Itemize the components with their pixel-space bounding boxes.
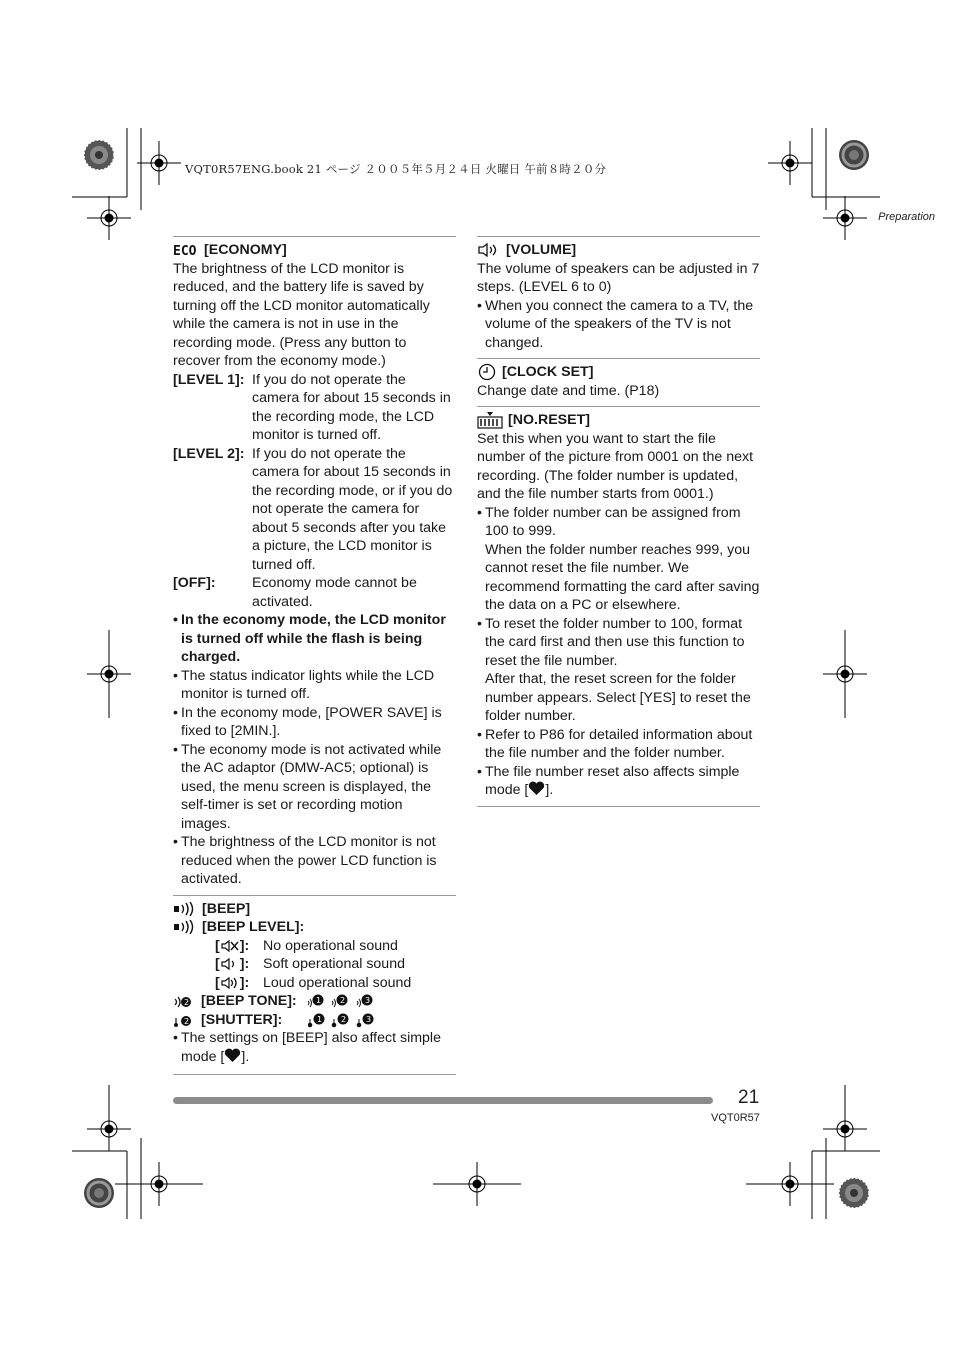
sound-off-text: No operational sound bbox=[263, 937, 398, 954]
sound-loud-row: [ ]: Loud operational sound bbox=[215, 974, 412, 991]
beep-tone-icon bbox=[173, 993, 201, 1009]
economy-intro: The brightness of the LCD monitor is reduced, and the battery life is saved by turning off the LCD monitor automatically while the camera is not in use in the recording mode. (Press any button to recover from the economy mode.) bbox=[173, 260, 430, 369]
sound-off-row: [ ]: No operational sound bbox=[215, 937, 398, 954]
level-off-row bbox=[173, 574, 456, 611]
list-item: • In the economy mode, the LCD monitor is turned off while the flash is being charged. bbox=[173, 611, 456, 667]
volume-title: [VOLUME] bbox=[506, 242, 577, 258]
noreset-text: Set this when you want to start the file number of the picture from 0001 on the next recording. (The folder number is updated, and the file number starts from 0001.) bbox=[477, 430, 754, 502]
file-number-reset-icon bbox=[477, 411, 503, 429]
level-off-key: [OFF]: bbox=[173, 575, 216, 591]
clock-text: Change date and time. (P18) bbox=[477, 382, 660, 399]
print-header: VQT0R57ENG.book 21 ページ ２００５年５月２４日 火曜日 午前８時２０分 bbox=[185, 162, 607, 176]
noreset-notes bbox=[477, 504, 760, 800]
level-1-key: [LEVEL 1]: bbox=[173, 371, 245, 388]
left-column bbox=[173, 236, 456, 1075]
list-item: • When you connect the camera to a TV, the volume of the speakers of the TV is not changed. bbox=[477, 297, 760, 353]
level-2-text: If you do not operate the camera for about 15 seconds in the recording mode, or if you do not operate the camera for about 5 seconds after you take a picture, the LCD monitor is turned off. bbox=[252, 445, 453, 573]
svg-text:1: 1 bbox=[315, 996, 321, 1006]
shutter-label: [SHUTTER]: bbox=[201, 1011, 283, 1028]
svg-text:3: 3 bbox=[366, 1014, 372, 1024]
beep-level-label: [BEEP LEVEL]: bbox=[202, 919, 305, 935]
beep-tone-label: [BEEP TONE]: bbox=[201, 993, 297, 1009]
noreset-title: [NO.RESET] bbox=[508, 412, 590, 428]
beep-title: [BEEP] bbox=[202, 900, 251, 917]
divider bbox=[173, 1074, 456, 1075]
beep-icon bbox=[173, 902, 197, 916]
clock-icon bbox=[477, 363, 497, 381]
list-item: • In the economy mode, [POWER SAVE] is fixed to [2MIN.]. bbox=[173, 704, 456, 741]
beep-notes bbox=[173, 1029, 456, 1066]
list-item: • To reset the folder number to 100, format the card first and then use this function to reset the file number. After that, the reset screen for the folder number appears. Select [YES] to reset the folder number. bbox=[477, 615, 760, 726]
svg-text:ECO: ECO bbox=[173, 244, 197, 258]
beep-tone-options-icon bbox=[307, 993, 387, 1009]
list-item: • The folder number can be assigned from 100 to 999. When the folder number reaches 999, you cannot reset the file number. We recommend formatting the card after saving the data on a PC or elsewhere. bbox=[477, 504, 760, 615]
svg-text:2: 2 bbox=[184, 998, 190, 1008]
volume-notes bbox=[477, 297, 760, 353]
heart-icon bbox=[528, 781, 545, 796]
clock-title: [CLOCK SET] bbox=[502, 364, 594, 380]
eco-icon bbox=[173, 243, 199, 257]
list-item: • The economy mode is not activated while the AC adaptor (DMW-AC5; optional) is used, the menu screen is displayed, the self-timer is set or recording motion images. bbox=[173, 741, 456, 834]
level-off-text: Economy mode cannot be activated. bbox=[252, 575, 417, 610]
speaker-icon bbox=[477, 242, 501, 258]
right-column bbox=[477, 236, 760, 807]
list-item: • The file number reset also affects simple mode [ ]. bbox=[477, 763, 760, 800]
section-label: Preparation bbox=[878, 211, 935, 223]
shutter-options-icon bbox=[308, 1012, 388, 1028]
loud-sound-icon bbox=[220, 976, 240, 990]
beep-tone-row bbox=[173, 992, 456, 1011]
economy-notes bbox=[173, 611, 456, 889]
svg-text:2: 2 bbox=[341, 1014, 347, 1024]
economy-section bbox=[173, 237, 456, 895]
heart-icon bbox=[224, 1048, 241, 1063]
shutter-sound-icon bbox=[173, 1012, 201, 1028]
footer-bar bbox=[173, 1097, 713, 1104]
clock-section bbox=[477, 359, 760, 406]
svg-text:2: 2 bbox=[184, 1016, 190, 1026]
svg-text:1: 1 bbox=[317, 1014, 323, 1024]
list-item: • The status indicator lights while the LCD monitor is turned off. bbox=[173, 667, 456, 704]
volume-section bbox=[477, 237, 760, 358]
beep-section bbox=[173, 896, 456, 1073]
economy-title: [ECONOMY] bbox=[204, 242, 287, 258]
level-2-key: [LEVEL 2]: bbox=[173, 445, 245, 462]
sound-soft-row: [ ]: Soft operational sound bbox=[215, 956, 405, 972]
list-item: • Refer to P86 for detailed information about the file number and the folder number. bbox=[477, 726, 760, 763]
volume-text: The volume of speakers can be adjusted in 7 steps. (LEVEL 6 to 0) bbox=[477, 260, 760, 295]
sound-soft-text: Soft operational sound bbox=[263, 956, 405, 972]
list-item: • The brightness of the LCD monitor is not reduced when the power LCD function is activated. bbox=[173, 833, 456, 889]
sound-loud-text: Loud operational sound bbox=[263, 974, 412, 991]
svg-text:2: 2 bbox=[339, 996, 345, 1006]
level-1-row bbox=[173, 371, 456, 445]
level-1-text: If you do not operate the camera for about 15 seconds in the recording mode, the LCD monitor is turned off. bbox=[252, 371, 451, 443]
level-2-row bbox=[173, 445, 456, 575]
document-code: VQT0R57 bbox=[711, 1112, 760, 1124]
svg-text:3: 3 bbox=[364, 996, 370, 1006]
beep-icon bbox=[173, 920, 197, 934]
soft-sound-icon bbox=[220, 957, 240, 971]
page-number: 21 bbox=[738, 1087, 760, 1108]
noreset-section bbox=[477, 407, 760, 806]
mute-icon bbox=[220, 939, 240, 953]
shutter-row bbox=[173, 1011, 456, 1030]
divider bbox=[477, 806, 760, 807]
list-item: • The settings on [BEEP] also affect simple mode [ ]. bbox=[173, 1029, 456, 1066]
